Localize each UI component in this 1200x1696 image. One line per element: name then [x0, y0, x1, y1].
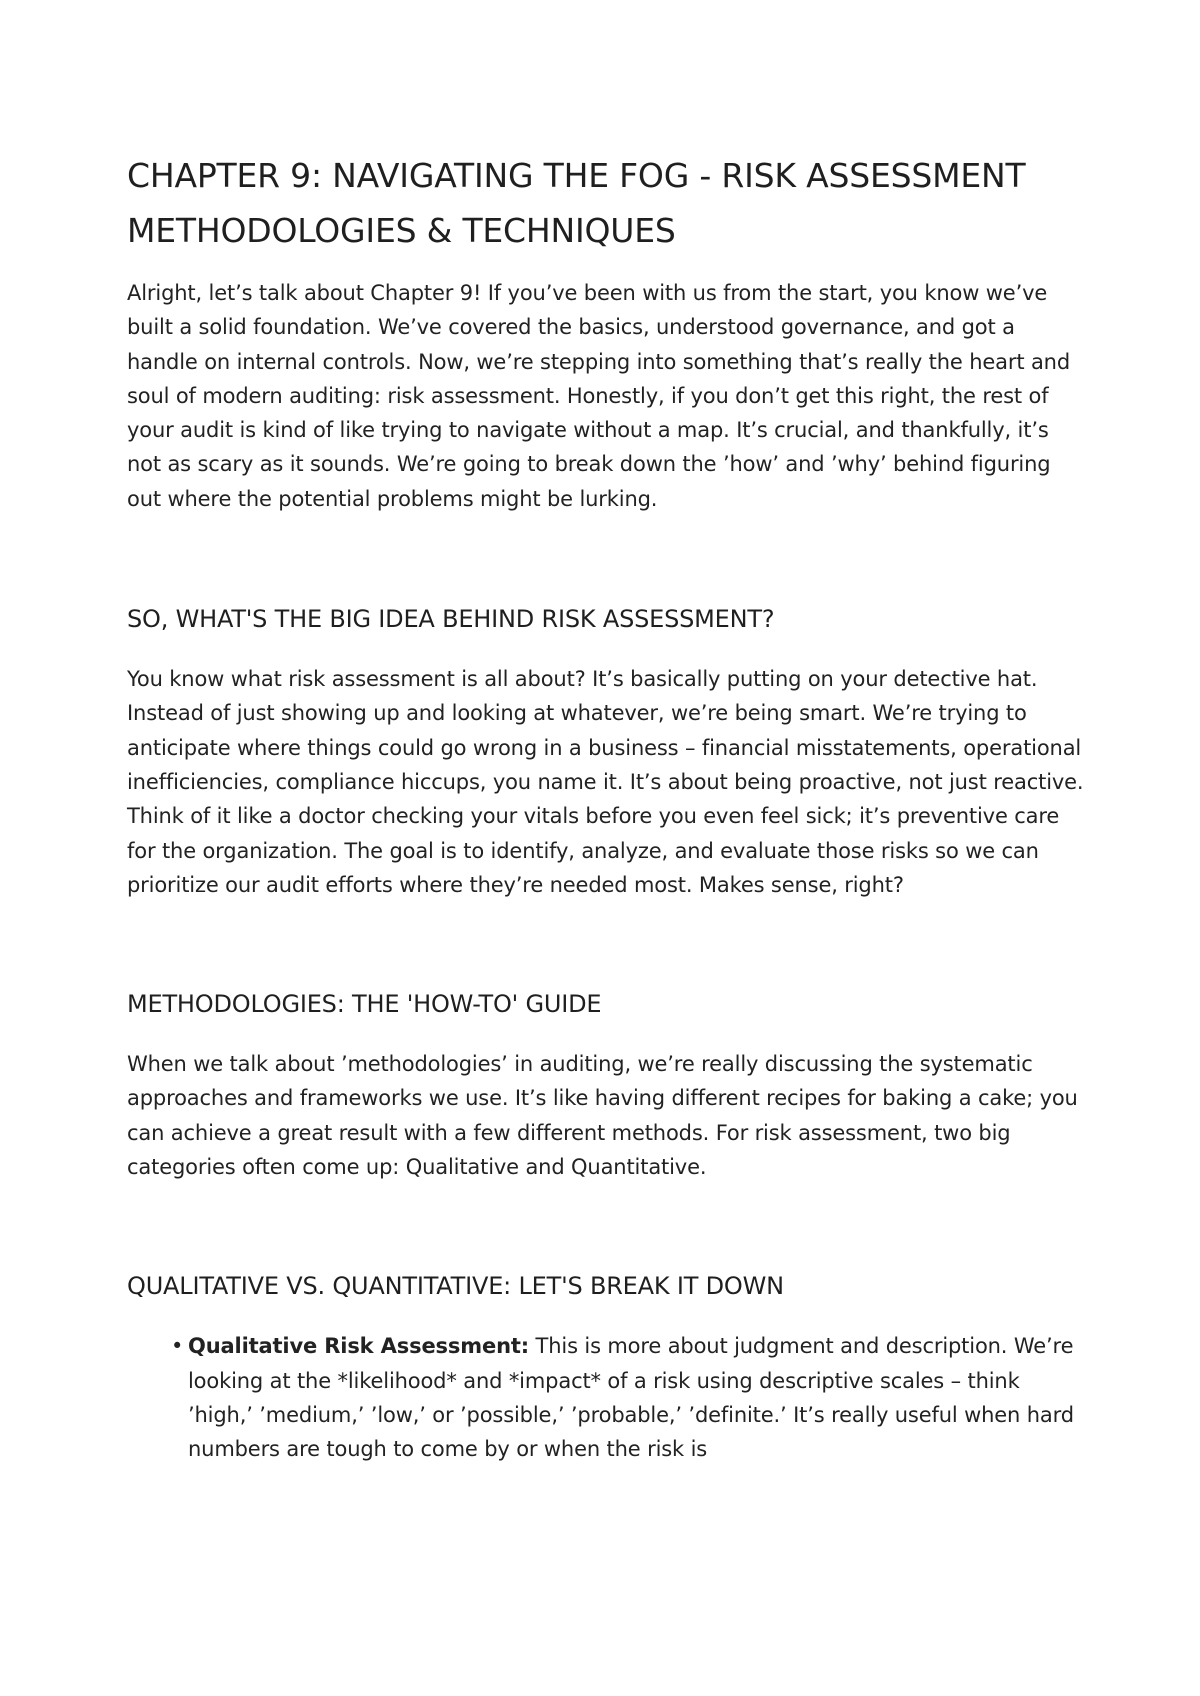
document-page: [127, 148, 1087, 1467]
list-item-text: This is more about judgment and description. We’re looking at the *likelihood* and *impact* of a risk using descriptive scales – think ’high,’ ’medium,’ ’low,’ or ’possible,’ ’probable,’ ’definite.’ It’s really useful when hard numbers are tough to come by or when the risk is: [188, 1334, 1074, 1462]
section-body-big-idea: You know what risk assessment is all about? It’s basically putting on your detective hat. Instead of just showing up and looking at whatever, we’re being smart. We’re trying to anticipate where things could go wrong in a business – financial misstatements, operational inefficiencies, compliance hiccups, you name it. It’s about being proactive, not just reactive. Think of it like a doctor checking your vitals before you even feel sick; it’s preventive care for the organization. The goal is to identify, analyze, and evaluate those risks so we can prioritize our audit efforts where they’re needed most. Makes sense, right?: [127, 667, 1084, 897]
section-heading-big-idea: SO, WHAT'S THE BIG IDEA BEHIND RISK ASSESSMENT?: [127, 605, 775, 634]
section-body-methodologies: When we talk about ’methodologies’ in auditing, we’re really discussing the systematic approaches and frameworks we use. It’s like having different recipes for baking a cake; you can achieve a great result with a few different methods. For risk assessment, two big categories often come up: Qualitative and Quantitative.: [127, 1052, 1078, 1180]
chapter-title: CHAPTER 9: NAVIGATING THE FOG - RISK ASSESSMENT METHODOLOGIES & TECHNIQUES: [127, 156, 1026, 250]
list-item: [171, 1329, 1087, 1466]
bullet-list: [127, 1329, 1087, 1466]
bullet-marker: •: [171, 1334, 184, 1359]
intro-paragraph: Alright, let’s talk about Chapter 9! If you’ve been with us from the start, you know we’ve built a solid foundation. We’ve covered the basics, understood governance, and got a handle on internal controls. Now, we’re stepping into something that’s really the heart and soul of modern auditing: risk assessment. Honestly, if you don’t get this right, the rest of your audit is kind of like trying to navigate without a map. It’s crucial, and thankfully, it’s not as scary as it sounds. We’re going to break down the ’how’ and ’why’ behind figuring out where the potential problems might be lurking.: [127, 281, 1071, 511]
section-heading-methodologies: METHODOLOGIES: THE 'HOW-TO' GUIDE: [127, 990, 602, 1019]
section-heading-qual-vs-quant: QUALITATIVE VS. QUANTITATIVE: LET'S BREAK IT DOWN: [127, 1272, 784, 1301]
list-item-term: Qualitative Risk Assessment:: [188, 1334, 530, 1359]
